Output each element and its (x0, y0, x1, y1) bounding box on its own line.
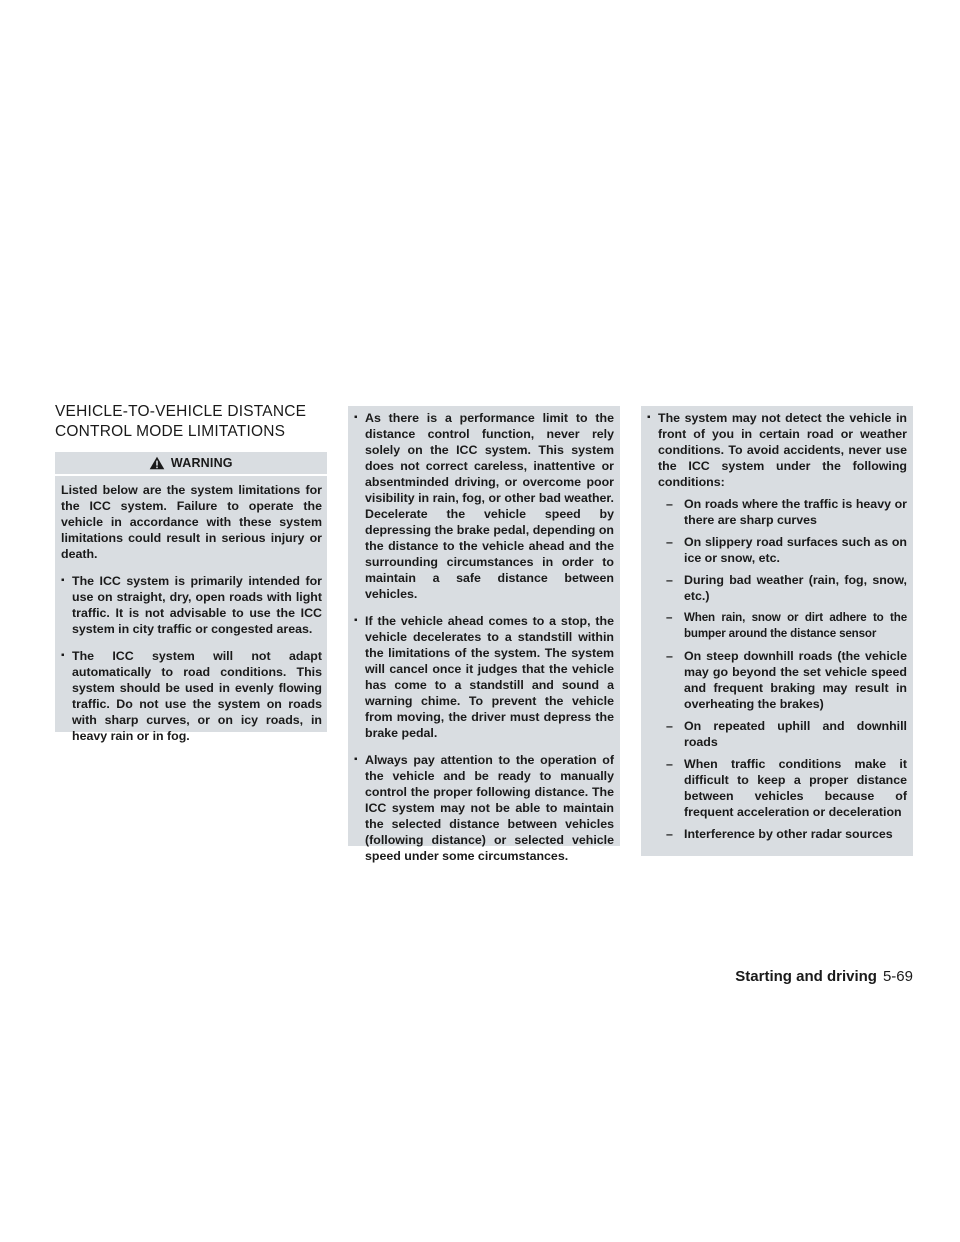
condition-item: – On steep downhill roads (the vehicle may go beyond the set vehicle speed and frequent braking may result in overheating the brakes) (658, 648, 907, 712)
warning-intro: Listed below are the system limitations for the ICC system. Failure to operate the vehicle in accordance with these system limitations could result in serious injury or death. (61, 483, 322, 561)
section-heading (55, 402, 327, 442)
detection-intro: The system may not detect the vehicle in front of you in certain road or weather conditions. To avoid accidents, never use the ICC system under the following conditions: (658, 411, 907, 489)
condition-item: – Interference by other radar sources (658, 826, 907, 842)
warning-bullet-list (61, 573, 322, 744)
limitation-bullet: ▪ Always pay attention to the operation of the vehicle and be ready to manually control the proper following distance. The ICC system may not be able to maintain the selected distance between vehicles (following distance) or selected vehicle speed under some circumstances. (354, 752, 614, 864)
condition-item: – On slippery road surfaces such as on ice or snow, etc. (658, 534, 907, 566)
condition-item: – On roads where the traffic is heavy or there are sharp curves (658, 496, 907, 528)
limitation-bullet: ▪ If the vehicle ahead comes to a stop, the vehicle decelerates to a standstill within the limitations of the system. The system will cancel once it judges that the vehicle has come to a standstill and sound a warning chime. To prevent the vehicle from moving, the driver must depress the brake pedal. (354, 613, 614, 741)
condition-item: – When rain, snow or dirt adhere to the bumper around the distance sensor (658, 610, 907, 642)
limitations-box-3 (641, 406, 913, 856)
page-footer (735, 968, 913, 985)
condition-item: – When traffic conditions make it difficult to keep a proper distance between vehicles because of frequent acceleration or deceleration (658, 756, 907, 820)
condition-list (658, 496, 907, 842)
warning-header (55, 452, 327, 476)
section-heading-line-1: VEHICLE-TO-VEHICLE DISTANCE (55, 403, 307, 420)
condition-item: – During bad weather (rain, fog, snow, etc.) (658, 572, 907, 604)
warning-label: WARNING (170, 456, 233, 470)
limitation-bullet: ▪ As there is a performance limit to the distance control function, never rely solely on the ICC system. This system does not correct careless, inattentive or absentminded driving, or overcome poor visibility in rain, fog, or other bad weather. Decelerate the vehicle speed by depressing the brake pedal, depending on the distance to the vehicle ahead and the surrounding circumstances in order to maintain a safe distance between vehicles. (354, 410, 614, 602)
condition-item: – On repeated uphill and downhill roads (658, 718, 907, 750)
limitations-box-2 (348, 406, 620, 863)
warning-triangle-icon (149, 456, 165, 470)
detection-bullet-list (647, 410, 907, 842)
detection-bullet (647, 410, 907, 842)
page-number: 5-69 (882, 968, 913, 985)
section-heading-line-2: CONTROL MODE LIMITATIONS (55, 423, 286, 440)
warning-bullet: ▪ The ICC system will not adapt automatically to road conditions. This system should be used in evenly flowing traffic. Do not use the system on roads with sharp curves, or on icy roads, in heavy rain or in fog. (61, 648, 322, 744)
limitations-bullet-list (354, 410, 614, 864)
warning-bullet: ▪ The ICC system is primarily intended for use on straight, dry, open roads with light traffic. It is not advisable to use the ICC system in city traffic or congested areas. (61, 573, 322, 637)
footer-section-name: Starting and driving (735, 968, 877, 985)
warning-box (55, 452, 327, 743)
